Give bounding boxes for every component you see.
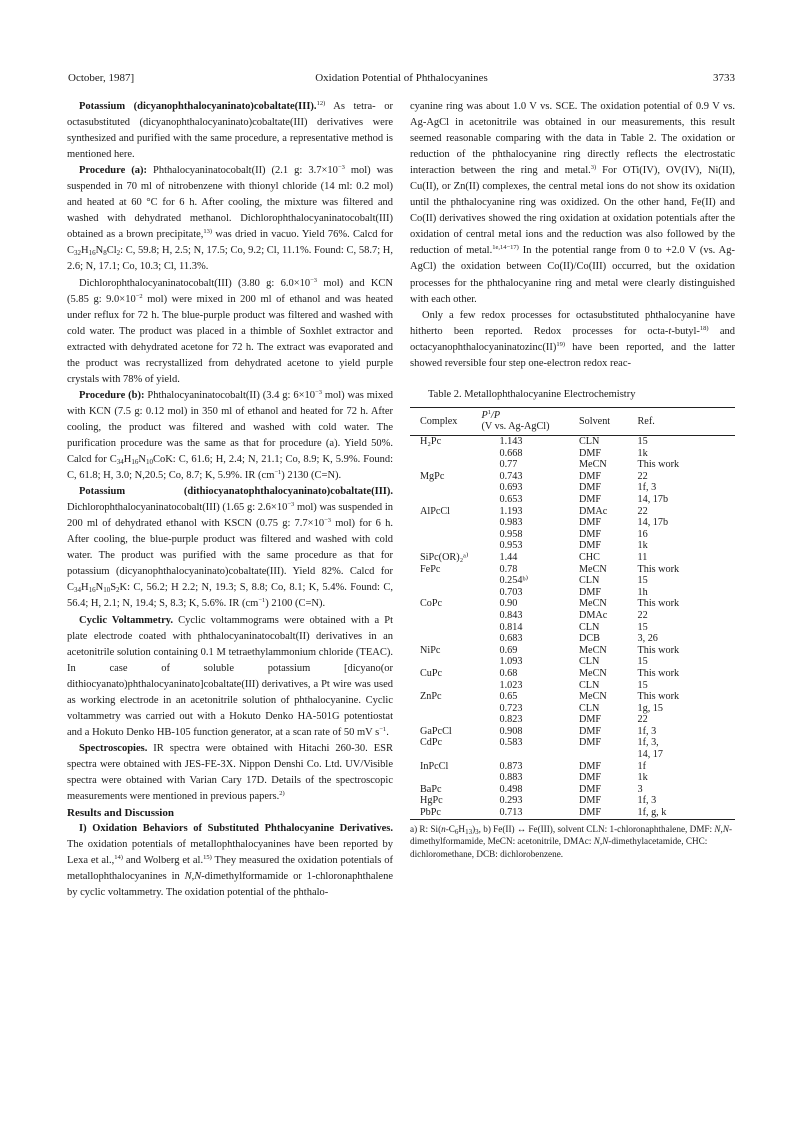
cell-solvent: CHC <box>579 551 600 563</box>
cell-ref: 1k <box>637 772 648 784</box>
cell-solvent: MeCN <box>579 691 607 703</box>
cell-complex <box>410 448 482 460</box>
cell-complex <box>410 680 482 692</box>
cell-solvent: DMF <box>579 540 602 552</box>
table-row <box>410 807 735 819</box>
cell-ref: This work <box>637 563 680 575</box>
cell-complex <box>410 587 482 599</box>
cell-solvent: DMF <box>579 714 602 726</box>
cell-ref: 1f <box>637 760 646 772</box>
table-row <box>410 517 735 529</box>
cell-complex <box>410 749 482 761</box>
paragraph-dicyano-intro: Potassium (dicyanophthalocyaninato)cobaltate(III).$^{12)}$ As tetra- or octasubstituted (dicyanophthalocyaninato)cobaltate(III) derivatives were synthesized and purified with the same procedure, a representative method is mentioned here. <box>67 100 393 161</box>
cell-complex <box>410 633 482 645</box>
cell-solvent: DMF <box>579 725 602 737</box>
cell-complex: ZnPc <box>420 691 442 703</box>
cell-potential: 0.713 <box>499 807 523 819</box>
cell-complex <box>410 622 482 634</box>
cell-ref: 1k <box>637 540 648 552</box>
cell-solvent: DMF <box>579 447 602 459</box>
table-row <box>410 703 735 715</box>
cell-ref: 11 <box>637 551 648 563</box>
paragraph-procedure-a: Procedure (a): Phthalocyaninatocobalt(II) (2.1 g: $3.7\times 10^{-3}$ mol) was suspended in 70 ml of nitrobenzene with thionyl chloride (14 ml: 0.2 mol) and heated at 60 °C for 6 h. After cooling, the mixture was filtered and washed with dehydrated methanol. Dichlorophthalocyaninatocobalt(III) obtained as a brown precipitate,$^{13)}$ was dried in vacuo. Yield 76%. Calcd for $C_{32}H_{16}N_8Cl_2$: C, 59.8; H, 2.5; N, 17.5; Co, 9.2; Cl, 11.1%. Found: C, 58.7; H, 2.6; N, 17.1; Co, 10.3; Cl, 11.3%. <box>67 164 394 273</box>
cell-potential: 0.953 <box>499 540 523 552</box>
cell-potential: 0.883 <box>499 772 523 784</box>
page-number: 3733 <box>713 72 735 84</box>
table-row <box>410 633 735 645</box>
cell-potential: 0.693 <box>499 482 523 494</box>
cell-solvent: MeCN <box>579 563 607 575</box>
cell-complex <box>410 482 482 494</box>
cell-complex <box>410 714 482 726</box>
cell-ref: 14, 17b <box>637 494 669 505</box>
paragraph-oxidation-behaviors: I) Oxidation Behaviors of Substituted Phthalocyanine Derivatives. The oxidation potentials of metallophthalocyanines have been reported by Lexa et al.,$^{14)}$ and Wolberg et al.$^{15)}$ They measured the oxidation potentials of metallophthalocyanines in N,N-dimethylformamide or 1-chloronaphthalene by cyclic voltammetry. The oxidation potential of the phthalo- <box>67 823 393 899</box>
cell-solvent: DMF <box>579 737 602 749</box>
table-caption: Table 2. Metallophthalocyanine Electrochemistry <box>428 388 636 400</box>
cell-solvent: DMF <box>579 482 602 494</box>
cell-potential: 1.193 <box>499 505 523 517</box>
cell-potential: 0.68 <box>499 667 518 679</box>
paragraph-procedure-b: Procedure (b): Phthalocyaninatocobalt(II) (3.4 g: $6\times 10^{-3}$ mol) was mixed with KCN (7.5 g: 0.12 mol) in 350 ml of ethanol and heated for 72 h. After cooling, the product was filtered and washed with cold water. The purification procedure was the same as that for procedure (a). Yield 50%. Calcd for $C_{34}H_{16}N_{10}CoK$: C, 61.6; H, 2.4; N, 21.1; Co, 8.9; K, 5.9%. Found: C, 61.8; H, 3.0; N,20.5; Co, 8.7; K, 5.9%. IR $(cm^{-1})$ 2130 (C=N). <box>67 388 394 482</box>
cell-complex: CuPc <box>420 667 443 679</box>
cell-potential: 0.683 <box>499 633 523 645</box>
cell-ref: This work <box>637 644 680 656</box>
cell-complex: BaPc <box>420 783 442 795</box>
cell-complex <box>410 494 482 506</box>
cell-potential: 1.143 <box>499 436 523 448</box>
cell-potential: 0.583 <box>499 737 523 749</box>
cell-complex: NiPc <box>420 644 441 656</box>
cell-solvent: CLN <box>579 575 600 587</box>
table-row <box>410 668 735 680</box>
cell-solvent: DMF <box>579 783 602 795</box>
cell-ref: 15 <box>637 656 648 668</box>
cell-complex: FePc <box>420 563 441 575</box>
header-title: Oxidation Potential of Phthalocyanines <box>315 72 488 84</box>
cell-potential: 0.65 <box>499 691 518 703</box>
cell-complex <box>410 656 482 668</box>
cell-potential: 0.90 <box>499 598 518 610</box>
table-row <box>410 691 735 703</box>
table-row <box>410 598 735 610</box>
table-row <box>410 436 735 448</box>
cell-complex: GaPcCl <box>420 725 452 737</box>
cell-complex: AlPcCl <box>420 505 451 517</box>
cell-solvent: MeCN <box>579 667 607 679</box>
cell-potential: 0.823 <box>499 714 523 726</box>
table-row <box>410 784 735 796</box>
paragraph-cyclic-voltammetry: Cyclic Voltammetry. Cyclic voltammograms were obtained with a Pt plate electrode coated with phthalocyaninatocobalt(II) derivatives in an acetonitrile solution containing 0.1 M tetraethylammonium chloride (TEAC). In case of soluble potassium [dicyano(or dithiocyanato)phthalocyaninato]cobaltate(III) derivatives, a Pt wire was used as working electrode in an acetonitrile solution of phthalocyanine. Cyclic voltammetry was carried out with a Hokuto Denko HA-501G potentiostat and a Hokuto Denko HB-105 function generator, at a scan rate of 50 mV $s^{-1}$. <box>67 614 394 738</box>
cell-potential: 0.653 <box>499 494 523 505</box>
cell-potential: 0.908 <box>499 725 523 737</box>
cell-potential: 0.78 <box>499 563 518 575</box>
table-row <box>410 459 735 471</box>
cell-ref: 1h <box>637 586 648 598</box>
table-row <box>410 540 735 552</box>
cell-solvent: CLN <box>579 702 600 714</box>
cell-complex <box>410 610 482 622</box>
cell-potential: 0.293 <box>499 795 523 807</box>
table-row <box>410 506 735 518</box>
table-row <box>410 564 735 576</box>
table-row <box>410 772 735 784</box>
cell-solvent: MeCN <box>579 459 607 471</box>
cell-potential: 0.983 <box>499 517 523 529</box>
paragraph-dithiocyanato: Potassium (dithiocyanatophthalocyaninato)cobaltate(III). Dichlorophthalocyaninatocobalt(III) (1.65 g: $2.6\times 10^{-3}$ mol) was suspended in 200 ml of dehydrated ethanol with KSCN (0.75 g: $7.7\times 10^{-3}$ mol) for 6 h. After cooling, the blue-purple product was filtered and washed with cold water. The product was purified with the same procedure as that for potassium (dicyanophthalocyaninato)cobaltate(III). Yield 82%. Calcd for $C_{34}H_{16}N_{10}S_2K$: C, 56.2; H 2.2; N, 19.3; S, 8.8; Co, 8.1; K, 5.4%. Found: C, 56.4; H, 2.1; N, 19.4; S, 8.3; K, 5.6%. IR $(cm^{-1})$ 2100 (C=N). <box>67 486 394 610</box>
paragraph-spectroscopies: Spectroscopies. IR spectra were obtained with Hitachi 260-30. ESR spectra were obtained with JES-FE-3X. Nippon Denshi Co. Ltd. UV/Visible spectra were obtained with Varian Cary 17D. Details of the spectroscopic measurements were mentioned in previous papers.$^{2)}$ <box>67 742 393 803</box>
table-row <box>410 737 735 749</box>
table-header-ref: Ref. <box>637 415 655 427</box>
cell-ref: 1f, g, k <box>637 807 667 819</box>
cell-solvent: CLN <box>579 679 600 691</box>
cell-ref: 22 <box>637 609 648 621</box>
cell-complex: MgPc <box>420 470 445 482</box>
cell-ref: 3 <box>637 783 643 795</box>
table-row <box>410 795 735 807</box>
cell-ref: 1g, 15 <box>637 702 663 714</box>
cell-complex: PbPc <box>420 807 441 819</box>
cell-potential: 0.958 <box>499 528 523 540</box>
table-row <box>410 656 735 668</box>
cell-ref: 22 <box>637 470 648 482</box>
cell-complex: CoPc <box>420 598 443 610</box>
cell-complex <box>410 459 482 471</box>
cell-solvent: DMF <box>579 528 602 540</box>
table-header-complex: Complex <box>420 415 458 427</box>
cell-ref: 15 <box>637 436 648 448</box>
cell-potential: 1.44 <box>499 551 518 563</box>
table-header-solvent: Solvent <box>579 415 611 427</box>
cell-solvent: CLN <box>579 621 600 633</box>
cell-potential: 0.69 <box>499 644 518 656</box>
cell-ref: 1k <box>637 447 648 459</box>
cell-ref: 1f, 3 <box>637 795 657 807</box>
cell-ref: 22 <box>637 714 648 726</box>
cell-complex <box>410 529 482 541</box>
cell-solvent: DMF <box>579 760 602 772</box>
table-row <box>410 610 735 622</box>
cell-ref: 14, 17 <box>637 749 663 761</box>
cell-solvent: MeCN <box>579 644 607 656</box>
table-row <box>410 587 735 599</box>
table-row <box>410 622 735 634</box>
paragraph-ring-oxidation: cyanine ring was about 1.0 V vs. SCE. The oxidation potential of 0.9 V vs. Ag-AgCl in acetonitrile was obtained in our measurements, this result seemed reasonable comparing with the data in Table 2. The oxidation or reduction of the phthalocyanine ring directly reflects the electrostatic interaction between the ring and metal.$^{3)}$ For OTi(IV), OV(IV), Ni(II), Cu(II), or Zn(II) complexes, the central metal ions do not show its oxidation until the phthalocyanine ring was oxidized. On the other hand, Fe(II) and Co(II) derivatives showed the ring oxidation at oxidation potentials after the oxidation of central metal ions and the reduction was also followed by the reduction of metal.$^{1e,14-17)}$ In the potential range from 0 to +2.0 V (vs. Ag-AgCl) the oxidation between Co(II)/Co(III) occurred, but the oxidation processes for the phthalocyanine ring and metal were clearly distinguished with each other. <box>410 101 735 305</box>
table-row <box>410 761 735 773</box>
cell-potential: 1.093 <box>499 656 523 668</box>
cell-ref: 15 <box>637 621 648 633</box>
cell-potential: 0.873 <box>499 760 523 772</box>
cell-solvent <box>579 749 638 761</box>
cell-potential: 0.814 <box>499 621 523 633</box>
cell-potential: 0.77 <box>499 459 518 471</box>
table-row <box>410 575 735 587</box>
cell-complex <box>410 517 482 529</box>
cell-ref: 14, 17b <box>637 517 669 529</box>
right-column <box>410 99 735 860</box>
cell-ref: 1f, 3, <box>637 737 659 749</box>
table-row <box>410 714 735 726</box>
header-date: October, 1987] <box>68 72 135 84</box>
table-row <box>410 552 735 564</box>
cell-solvent: CLN <box>579 436 600 448</box>
table-row <box>410 471 735 483</box>
cell-potential: 0.668 <box>499 447 523 459</box>
table-row <box>410 494 735 506</box>
cell-ref: This work <box>637 691 680 703</box>
table-footnote: a) R: $Si(n-C_6H_{13})_3$, b) Fe(II) ↔ Fe(III), solvent CLN: 1-chloronaphthalene, DMF: N,N-dimethylformamide, MeCN: acetonitrile, DMAc: N,N-dimethylacetamide, CHC: dichloromethane, DCB: dichlorobenzene. <box>410 823 733 859</box>
table-row <box>410 680 735 692</box>
cell-complex <box>410 772 482 784</box>
cell-ref: 1f, 3 <box>637 482 657 494</box>
cell-solvent: DMAc <box>579 609 608 621</box>
cell-complex <box>410 575 482 587</box>
section-title-results: Results and Discussion <box>67 807 174 820</box>
cell-solvent: DMF <box>579 795 602 807</box>
cell-complex: H₂Pc <box>420 436 442 448</box>
cell-solvent: CLN <box>579 656 600 668</box>
cell-ref: 1f, 3 <box>637 725 657 737</box>
cell-ref: 3, 26 <box>637 633 658 645</box>
cell-complex <box>410 703 482 715</box>
cell-solvent: DMAc <box>579 505 608 517</box>
left-column <box>67 99 393 901</box>
cell-solvent: DMF <box>579 517 602 529</box>
cell-ref: 22 <box>637 505 648 517</box>
cell-solvent: DMF <box>579 807 602 819</box>
cell-ref: This work <box>637 459 680 471</box>
cell-potential: 0.743 <box>499 470 523 482</box>
cell-potential <box>482 749 580 761</box>
paragraph-kcn-reaction: Dichlorophthalocyaninatocobalt(III) (3.80 g: $6.0\times 10^{-3}$ mol) and KCN (5.85 g: $9.0\times 10^{-2}$ mol) were mixed in 200 ml of ethanol and was heated under reflux for 72 h. The blue-purple product was filtered and washed with cold water. The product was placed in a thimble of Soxhlet extractor and extracted with dehydrated acetone for 72 h. The extract was evaporated and the product was recrystallized from dehydrated acetone to yield purple crystals with 78% of yield. <box>67 276 393 385</box>
cell-potential: 0.703 <box>499 586 523 598</box>
cell-solvent: DMF <box>579 772 602 784</box>
cell-ref: 16 <box>637 528 648 540</box>
table-header-potential: $P^1/P$ (V vs. Ag-AgCl) <box>481 408 550 433</box>
cell-complex: HgPc <box>420 795 443 807</box>
paragraph-octasubstituted: Only a few redox processes for octasubstituted phthalocyanine have hitherto been reported. Redox processes for octa-t-butyl-$^{18)}$ and octacyanophthalocyaninatozinc(II)$^{19)}$ have been reported, and the latter showed reversible four step one-electron redox reac- <box>410 309 735 369</box>
table-row <box>410 448 735 460</box>
cell-ref: This work <box>637 667 680 679</box>
cell-complex: CdPc <box>420 737 443 749</box>
table-row <box>410 529 735 541</box>
table-row <box>410 749 735 761</box>
cell-potential: 0.254ᵇ⁾ <box>499 575 529 587</box>
cell-ref: 15 <box>637 575 648 587</box>
cell-complex: SiPc(OR)₂ᵃ⁾ <box>420 551 469 563</box>
cell-potential: 1.023 <box>499 679 523 691</box>
cell-potential: 0.723 <box>499 702 523 714</box>
cell-potential: 0.498 <box>499 783 523 795</box>
electrochemistry-table <box>410 407 735 820</box>
cell-solvent: DMF <box>579 586 602 598</box>
cell-solvent: MeCN <box>579 598 607 610</box>
cell-solvent: DMF <box>579 494 602 505</box>
table-body <box>410 436 735 820</box>
cell-solvent: DCB <box>579 633 600 645</box>
cell-solvent: DMF <box>579 470 602 482</box>
running-header <box>68 72 735 88</box>
cell-complex <box>410 540 482 552</box>
table-row <box>410 726 735 738</box>
cell-potential: 0.843 <box>499 609 523 621</box>
cell-ref: 15 <box>637 679 648 691</box>
table-row <box>410 645 735 657</box>
cell-complex: InPcCl <box>420 760 449 772</box>
table-row <box>410 482 735 494</box>
cell-ref: This work <box>637 598 680 610</box>
